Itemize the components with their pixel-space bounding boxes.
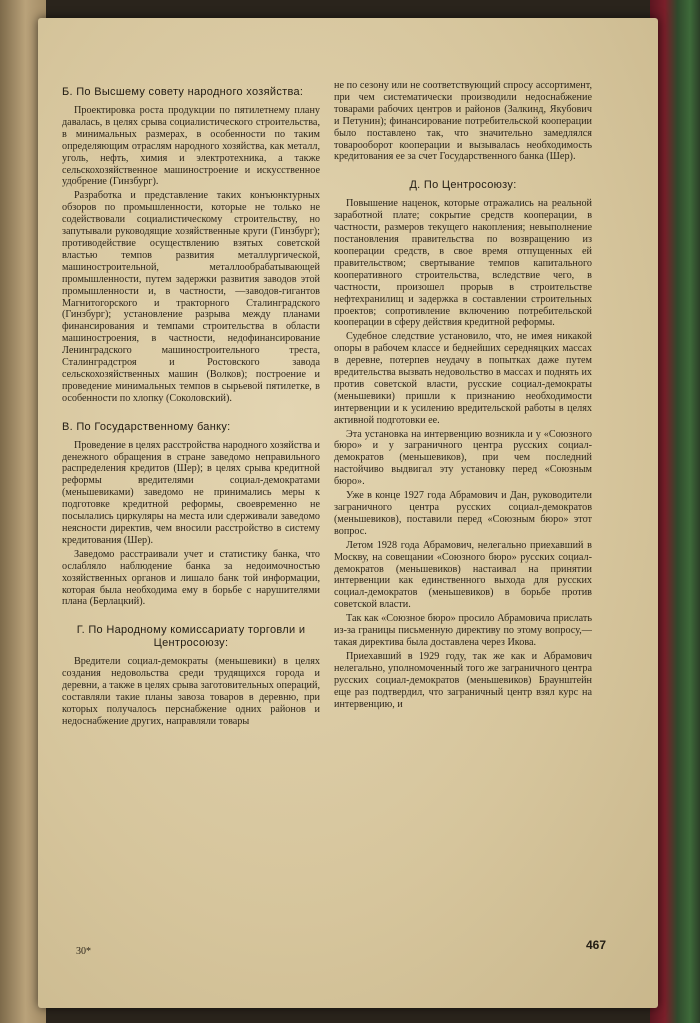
left-column (62, 80, 320, 730)
section-heading: Д. По Центросоюзу: (409, 179, 517, 192)
paragraph: Заведомо расстраивали учет и статистику банка, что ослабляло наблюдение банка за недоимочностью хозяйственных органов и лишало банк той информации, которая была необходима ему в борьбе с нарушителями плана (Берлацкий). (62, 548, 320, 608)
paragraph: Проведение в целях расстройства народного хозяйства и денежного обращения в стране заведомо неправильного распределения кредитов (Шер); в целях срыва кредитной реформы вредителями социал-демократами (меньшевиками) заведомо не принимались меры к подготовке кредитной реформы, своевременно не посылались циркуляры на места или сдерживали заведомо неясности директив, чем вносили расстройство в систему кредитования (Шер). (62, 439, 320, 546)
section-narkomtorg (62, 624, 320, 727)
paragraph: Проектировка роста продукции по пятилетнему плану давалась, в целях срыва социалистического строительства, в минимальных размерах, в особенности по таким определяющим отраслям народного хозяйства, как металл, уголь, нефть, химия и электротехника, а также сельскохозяйственное машиностроение и искусственное удобрение (Гинзбург). (62, 105, 320, 188)
continued-paragraph: не по сезону или не соответствующий спросу ассортимент, при чем систематически производили недоснабжение товарами рабочих центров и районов (Залкинд, Якубович и Петунин); финансирование потребительской кооперации было поставлено так, что значительно замедлялся товарооборот кооперации и вызывалась необходимость кредитования ее за счет Государственного банка (Шер). (334, 80, 592, 163)
signature-mark: 30* (76, 946, 91, 957)
paragraph: Уже в конце 1927 года Абрамович и Дан, руководители заграничного центра русских социал-демократов (меньшевиков), поставили перед «Союзным бюро» этот вопрос. (334, 490, 592, 537)
paragraph: Так как «Союзное бюро» просило Абрамовича прислать из-за границы письменную директиву по этому вопросу,—такая директива была доставлена через Икова. (334, 613, 592, 648)
paragraph: Летом 1928 года Абрамович, нелегально приехавший в Москву, на совещании «Союзного бюро» русских социал-демократов (меньшевиков) настаивал на принятии интервенции как единственного выхода для русских социал-демократов (меньшевиков) в борьбе против советской власти. (334, 539, 592, 611)
book-page (38, 18, 658, 1008)
paragraph: Эта установка на интервенцию возникла и у «Союзного бюро» и у заграничного центра русских социал-демократов (меньшевиков), при чем последний настойчиво выдвигал эту установку перед «Союзным бюро». (334, 428, 592, 488)
paragraph: Приехавший в 1929 году, так же как и Абрамович нелегально, уполномоченный того же заграничного центра русских социал-демократов (меньшевиков) Браунштейн еще раз подтвердил, что заграничный центр взял курс на интервенцию, и (334, 650, 592, 710)
section-heading: Б. По Высшему совету народного хозяйства: (62, 86, 304, 98)
page-number: 467 (586, 938, 607, 952)
section-vsnkh (62, 86, 320, 405)
section-heading: В. По Государственному банку: (62, 420, 231, 433)
paragraph: Вредители социал-демократы (меньшевики) в целях создания недовольства среди трудящихся города и деревни, а также в целях срыва заготовительных операций, составляли такие планы завоза товаров в деревню, при которых получалось перснабжение одних районов и недоснабжение других, направляли товары (62, 656, 320, 727)
right-column (334, 80, 592, 712)
paragraph: Повышение наценок, которые отражались на реальной заработной плате; сокрытие средств кооперации, в частности, размеров текущего накопления; невыполнение постановления правительства по возвращению из кооперации средств, в свое время отпущенных ей правительством; свертывание темпов капитального кооперативного строительства, вследствие чего, в частности, произошел прорыв в строительстве нефтехранилищ и задержка в составлении строительных проектов; сопротивление включению потребительской кооперации в сферу действия кредитной реформы. (334, 198, 592, 329)
section-heading: Г. По Народному комиссариату торговли и Центросоюзу: (76, 624, 306, 650)
paragraph: Судебное следствие установило, что, не имея никакой опоры в рабочем классе и беднейших середняцких массах в деревне, потерпев неудачу в попытках даже путем вредительства вызвать недовольство в массах и поднять их против советской власти, русские социал-демократы (меньшевики) пришли к признанию необходимости интервенции и к усилению вредительской работы в целях активной подготовки ее. (334, 331, 592, 426)
section-gosbank (62, 421, 320, 609)
paragraph: Разработка и представление таких конъюнктурных обзоров по промышленности, которые не только не содействовали социалистическому строительству, но запутывали руководящие хозяйственные круги (Гинзбург); противодействие осуществлению взятых советской властью темпов развития металлургической, машиностроительной, металлообрабатывающей промышленности, путем задержки развития заводов этой промышленности и, в частности, —заводов-гигантов Магнитогорского и тракторного Сталинградского (Гинзбург); установление разрыва между планами финансирования и темпами строительства в области машиностроения, в частности, недофинансирование Ленинградского машиностроительного треста, Сталинградстроя и Ростовского завода сельскохозяйственных машин (Волков); построение и проведение минимальных темпов в сырьевой пятилетке, в особенности по хлопку (Соколовский). (62, 190, 320, 404)
section-centrosoyuz (334, 179, 592, 710)
